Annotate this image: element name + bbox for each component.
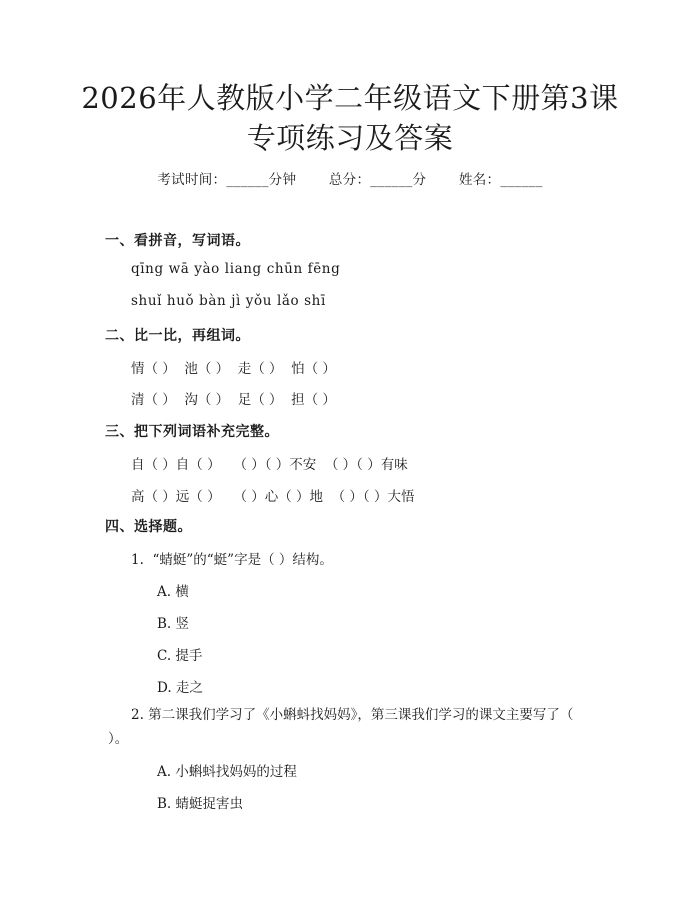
compare-line-1: 情（ ） 池（ ） 走（ ） 怕（ ）: [131, 361, 336, 377]
pinyin-line-1: qīng wā yào liang chūn fēng: [131, 261, 341, 277]
question-2-stem: 2. 第二课我们学习了《小蝌蚪找妈妈》，第三课我们学习的课文主要写了（ ）。: [108, 707, 574, 747]
question-1-stem: 1. “蜻蜓”的“蜓”字是（ ）结构。: [131, 552, 333, 568]
compare-line-2: 清（ ） 沟（ ） 足（ ） 担（ ）: [131, 392, 336, 408]
exam-meta: [0, 168, 700, 188]
pinyin-line-2: shuǐ huǒ bàn jì yǒu lǎo shī: [131, 293, 326, 309]
question-1-option-a: A. 横: [157, 584, 189, 600]
complete-line-1: 自（ ）自（ ） （ ）（ ）不安 （ ）（ ）有味: [131, 457, 408, 473]
exam-time: 考试时间：______分钟: [157, 172, 297, 188]
question-1-option-d: D. 走之: [157, 680, 203, 696]
page-title: 2026年人教版小学二年级语文下册第3课专项练习及答案: [81, 81, 619, 155]
question-1-option-b: B. 竖: [157, 616, 190, 632]
question-1-option-c: C. 提手: [157, 648, 203, 664]
section-1-heading: 一、看拼音，写词语。: [105, 233, 250, 249]
student-name: 姓名：______: [458, 172, 543, 188]
question-2-option-b: B. 蜻蜓捉害虫: [157, 796, 244, 812]
section-2-heading: 二、比一比，再组词。: [105, 328, 250, 344]
complete-line-2: 高（ ）远（ ） （ ）心（ ）地 （ ）（ ）大悟: [131, 489, 415, 505]
question-2-option-a: A. 小蝌蚪找妈妈的过程: [157, 764, 297, 780]
section-3-heading: 三、把下列词语补充完整。: [105, 424, 279, 440]
total-score: 总分：______分: [328, 172, 427, 188]
section-4-heading: 四、选择题。: [105, 519, 192, 535]
